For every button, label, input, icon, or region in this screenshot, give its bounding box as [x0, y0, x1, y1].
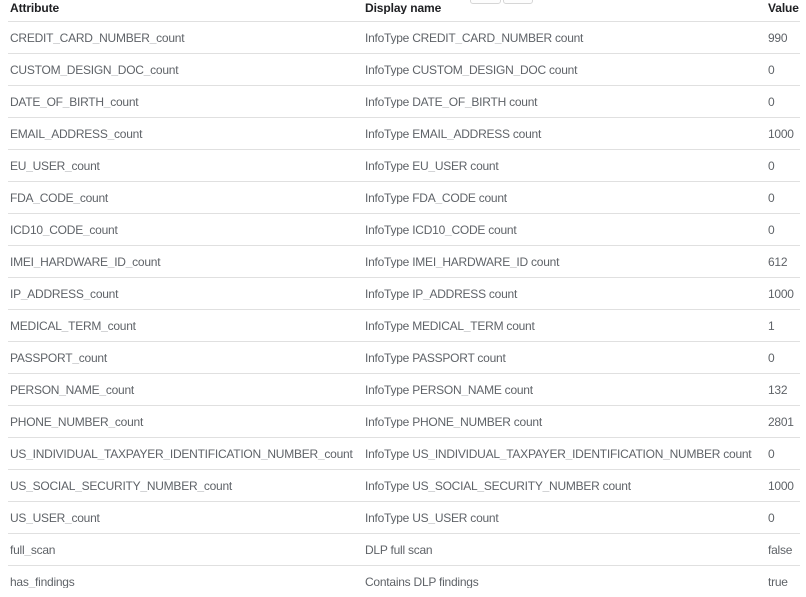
- table-row: [8, 22, 800, 54]
- table-row: [8, 86, 800, 118]
- value-cell: 0: [768, 223, 775, 236]
- display-name-cell: InfoType IP_ADDRESS count: [365, 287, 518, 300]
- value-cell: 1000: [768, 287, 794, 300]
- attribute-cell: has_findings: [10, 575, 75, 588]
- display-name-cell: InfoType EMAIL_ADDRESS count: [365, 127, 542, 140]
- attribute-cell: MEDICAL_TERM_count: [10, 319, 136, 332]
- display-name-cell: InfoType US_INDIVIDUAL_TAXPAYER_IDENTIFICATION_NUMBER count: [365, 447, 752, 460]
- value-cell: 2801: [768, 415, 794, 428]
- display-name-cell: InfoType FDA_CODE count: [365, 191, 507, 204]
- display-name-cell: InfoType ICD10_CODE count: [365, 223, 517, 236]
- table-row: [8, 182, 800, 214]
- display-name-cell: InfoType PASSPORT count: [365, 351, 506, 364]
- table-row: [8, 278, 800, 310]
- value-cell: 0: [768, 95, 775, 108]
- value-cell: true: [768, 575, 788, 588]
- column-header-value: Value: [768, 2, 799, 14]
- attribute-cell: FDA_CODE_count: [10, 191, 109, 204]
- display-name-cell: InfoType PHONE_NUMBER count: [365, 415, 542, 428]
- attribute-cell: DATE_OF_BIRTH_count: [10, 95, 139, 108]
- table-row: [8, 566, 800, 597]
- table-row: [8, 310, 800, 342]
- attribute-cell: EMAIL_ADDRESS_count: [10, 127, 143, 140]
- attribute-cell: CUSTOM_DESIGN_DOC_count: [10, 63, 179, 76]
- value-cell: false: [768, 543, 793, 556]
- table-row: [8, 534, 800, 566]
- table-row: [8, 502, 800, 534]
- value-cell: 1000: [768, 479, 794, 492]
- value-cell: 132: [768, 383, 788, 396]
- value-cell: 0: [768, 191, 775, 204]
- value-cell: 0: [768, 159, 775, 172]
- display-name-cell: InfoType EU_USER count: [365, 159, 499, 172]
- cropped-toolbar-button-1[interactable]: [470, 0, 501, 4]
- table-row: [8, 342, 800, 374]
- value-cell: 612: [768, 255, 788, 268]
- column-header-attribute: Attribute: [10, 2, 60, 14]
- display-name-cell: InfoType US_SOCIAL_SECURITY_NUMBER count: [365, 479, 631, 492]
- attribute-cell: full_scan: [10, 543, 56, 556]
- table-row: [8, 118, 800, 150]
- table-row: [8, 406, 800, 438]
- attribute-cell: PASSPORT_count: [10, 351, 107, 364]
- attribute-cell: ICD10_CODE_count: [10, 223, 118, 236]
- attribute-cell: EU_USER_count: [10, 159, 100, 172]
- display-name-cell: InfoType CREDIT_CARD_NUMBER count: [365, 31, 584, 44]
- table-row: [8, 150, 800, 182]
- display-name-cell: InfoType CUSTOM_DESIGN_DOC count: [365, 63, 578, 76]
- table-row: [8, 214, 800, 246]
- attribute-cell: IMEI_HARDWARE_ID_count: [10, 255, 161, 268]
- table-row: [8, 54, 800, 86]
- attribute-cell: IP_ADDRESS_count: [10, 287, 119, 300]
- display-name-cell: InfoType IMEI_HARDWARE_ID count: [365, 255, 560, 268]
- table-row: [8, 470, 800, 502]
- table-row: [8, 438, 800, 470]
- table-row: [8, 374, 800, 406]
- column-header-display-name: Display name: [365, 2, 442, 14]
- attribute-cell: US_SOCIAL_SECURITY_NUMBER_count: [10, 479, 232, 492]
- value-cell: 0: [768, 351, 775, 364]
- table-header-row: [8, 0, 800, 22]
- display-name-cell: Contains DLP findings: [365, 575, 479, 588]
- attribute-cell: PERSON_NAME_count: [10, 383, 134, 396]
- attribute-cell: US_USER_count: [10, 511, 100, 524]
- value-cell: 0: [768, 511, 775, 524]
- display-name-cell: InfoType DATE_OF_BIRTH count: [365, 95, 538, 108]
- value-cell: 0: [768, 63, 775, 76]
- display-name-cell: InfoType PERSON_NAME count: [365, 383, 533, 396]
- value-cell: 0: [768, 447, 775, 460]
- table-body: [0, 22, 806, 597]
- display-name-cell: InfoType MEDICAL_TERM count: [365, 319, 535, 332]
- value-cell: 990: [768, 31, 788, 44]
- attribute-cell: US_INDIVIDUAL_TAXPAYER_IDENTIFICATION_NUMBER_count: [10, 447, 353, 460]
- display-name-cell: InfoType US_USER count: [365, 511, 499, 524]
- attribute-cell: CREDIT_CARD_NUMBER_count: [10, 31, 185, 44]
- cropped-toolbar-button-2[interactable]: [503, 0, 533, 4]
- value-cell: 1: [768, 319, 775, 332]
- attribute-cell: PHONE_NUMBER_count: [10, 415, 144, 428]
- table-row: [8, 246, 800, 278]
- value-cell: 1000: [768, 127, 794, 140]
- display-name-cell: DLP full scan: [365, 543, 433, 556]
